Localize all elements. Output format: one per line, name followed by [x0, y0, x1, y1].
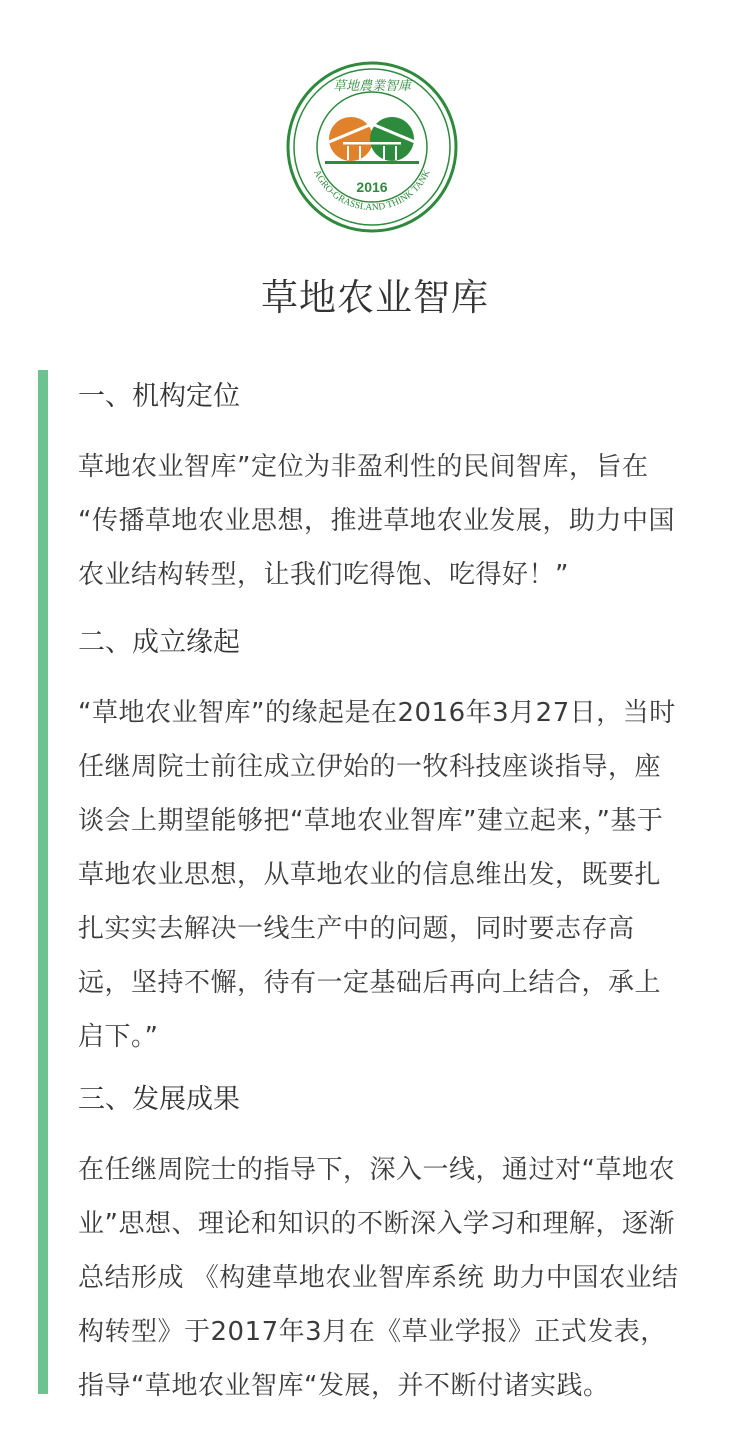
paragraph-line: 任继周院士前往成立伊始的一牧科技座谈指导，座 [78, 752, 662, 782]
paragraph-line: 总结形成 《构建草地农业智库系统 助力中国农业结 [78, 1263, 679, 1293]
paragraph-line: 草地农业智库”定位为非盈利性的民间智库，旨在 [78, 452, 649, 482]
paragraph-line: 草地农业思想，从草地农业的信息维出发，既要扎 [78, 860, 662, 890]
paragraph-line: 扎实实去解决一线生产中的问题，同时要志存高 [78, 914, 635, 944]
paragraph-line: “传播草地农业思想，推进草地农业发展，助力中国 [78, 506, 675, 536]
section-positioning [78, 370, 718, 602]
logo-ring-text: AGRO-GRASSLAND THINK TANK [311, 168, 433, 214]
paragraph-line: 指导“草地农业智库“发展，并不断付诸实践。 [78, 1371, 610, 1401]
section-achievements [78, 1073, 718, 1413]
logo-year: 2016 [356, 179, 388, 195]
section-paragraph [78, 1143, 718, 1413]
section-origin [78, 616, 718, 1064]
section-heading: 一、机构定位 [78, 381, 240, 412]
section-paragraph [78, 686, 718, 1064]
paragraph-line: 农业结构转型，让我们吃得饱、吃得好！” [78, 560, 569, 590]
paragraph-line: 谈会上期望能够把“草地农业智库”建立起来，”基于 [78, 806, 664, 836]
paragraph-line: 业”思想、理论和知识的不断深入学习和理解，逐渐 [78, 1209, 675, 1239]
paragraph-line: 启下。” [78, 1022, 159, 1052]
paragraph-line: “草地农业智库”的缘起是在2016年3月27日，当时 [78, 698, 676, 728]
logo [285, 60, 459, 234]
section-heading: 三、发展成果 [78, 1084, 240, 1115]
logo-arc-text: 草地農業智庫 [332, 79, 412, 94]
paragraph-line: 远，坚持不懈，待有一定基础后再向上结合，承上 [78, 968, 662, 998]
paragraph-line: 构转型》于2017年3月在《草业学报》正式发表， [78, 1317, 667, 1347]
article-content [38, 370, 718, 1401]
section-paragraph [78, 440, 718, 602]
page-title: 草地农业智库 [261, 276, 489, 319]
section-heading: 二、成立缘起 [78, 627, 240, 658]
paragraph-line: 在任继周院士的指导下，深入一线，通过对“草地农 [78, 1155, 675, 1185]
logo-emblem [285, 60, 459, 234]
